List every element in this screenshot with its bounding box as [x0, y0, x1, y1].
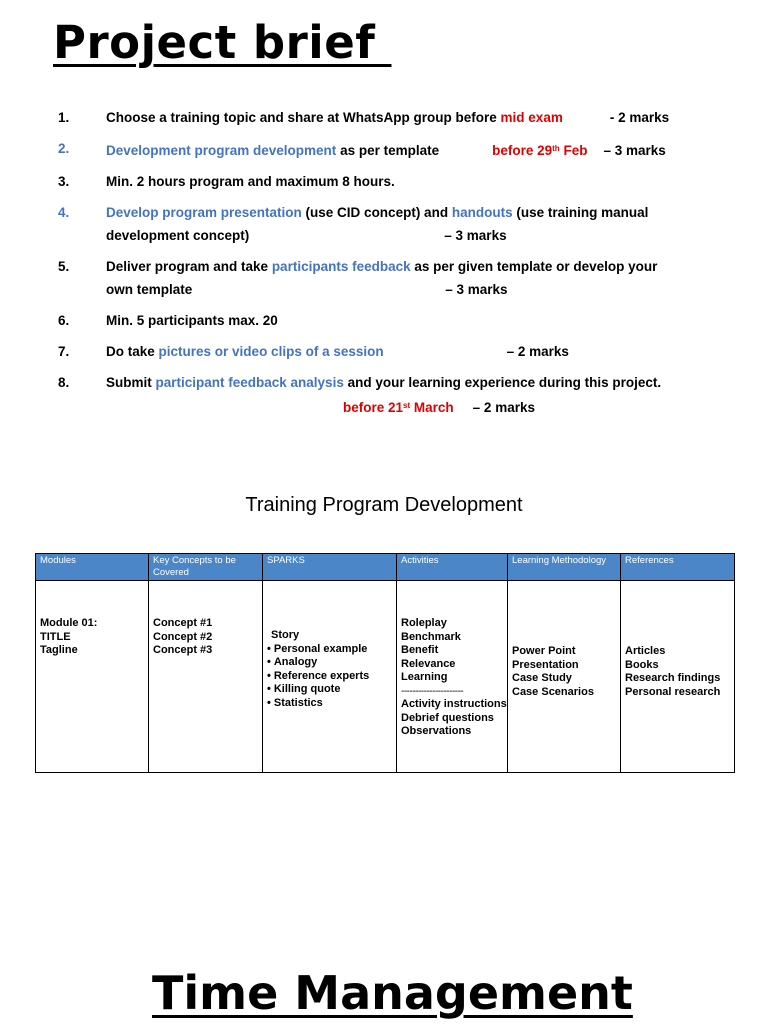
module-tagline: Tagline: [40, 644, 78, 656]
item-marks: - 2 marks: [609, 110, 670, 125]
brief-item-1: [58, 106, 758, 129]
item-text: as per given template or develop your: [410, 259, 658, 274]
activity-item: Observations: [401, 725, 472, 737]
item-highlight: handouts: [451, 205, 513, 220]
sparks-bullet: • Killing quote: [267, 683, 392, 697]
item-deadline: mid exam: [500, 110, 563, 125]
brief-item-2: [58, 137, 758, 162]
sparks-bullet: • Personal example: [267, 643, 392, 657]
item-marks: – 2 marks: [506, 344, 569, 359]
header-references: References: [621, 554, 735, 581]
methodology-item: Case Study: [512, 672, 572, 684]
item-text: (use CID concept) and: [301, 205, 452, 220]
cell-sparks: [263, 581, 397, 773]
sparks-bullet: • Statistics: [267, 697, 392, 711]
item-text: Choose a training topic and share at WhatsApp group before: [106, 110, 501, 125]
sparks-story: Story: [271, 629, 300, 641]
item-text: own template: [106, 282, 193, 297]
reference-item: Research findings: [625, 672, 721, 684]
activity-item: Benefit: [401, 644, 439, 656]
brief-item-8: [58, 371, 758, 419]
item-marks: – 3 marks: [444, 228, 507, 243]
concept-item: Concept #1: [153, 617, 213, 629]
activity-item: Relevance: [401, 657, 456, 670]
item-highlight: Development program development: [106, 143, 337, 158]
item-text: (use training manual: [512, 205, 649, 220]
item-highlight: pictures or video clips of a session: [158, 344, 384, 359]
item-highlight: participants feedback: [271, 259, 411, 274]
methodology-item: Presentation: [512, 658, 579, 671]
reference-item: Books: [625, 658, 659, 671]
item-text: and your learning experience during this project.: [343, 375, 662, 390]
item-text: Deliver program and take: [106, 259, 272, 274]
brief-item-6: [58, 309, 758, 332]
cell-concepts: [149, 581, 263, 773]
item-text: Min. 2 hours program and maximum 8 hours.: [106, 174, 395, 189]
page-title: Project brief: [53, 16, 392, 69]
activity-item: Activity instructions: [401, 698, 507, 710]
item-number: 4.: [58, 205, 70, 220]
item-text: Min. 5 participants max. 20: [106, 313, 278, 328]
item-text: as per template: [336, 143, 440, 158]
cell-references: [621, 581, 735, 773]
activity-item: Roleplay: [401, 617, 447, 629]
cell-activities: [397, 581, 508, 773]
concept-item: Concept #2: [153, 630, 213, 643]
sparks-bullet: • Analogy: [267, 656, 392, 670]
item-number: 7.: [58, 344, 70, 359]
training-program-table: [35, 553, 735, 773]
activity-divider: ----------------------: [401, 685, 464, 697]
cell-methodology: [508, 581, 621, 773]
item-number: 3.: [58, 174, 70, 189]
header-sparks: SPARKS: [263, 554, 397, 581]
header-key-concepts: Key Concepts to be Covered: [149, 554, 263, 581]
activity-item: Debrief questions: [401, 711, 494, 724]
activity-item: Learning: [401, 671, 448, 683]
next-section-title: Time Management: [152, 966, 633, 1020]
item-deadline: before 29th Feb: [492, 143, 588, 158]
table-header-row: [36, 554, 735, 581]
section-title: Training Program Development: [245, 494, 523, 516]
item-highlight: Develop program presentation: [106, 205, 302, 220]
item-number: 2.: [58, 141, 70, 156]
item-highlight: participant feedback analysis: [155, 375, 344, 390]
header-activities: Activities: [397, 554, 508, 581]
item-number: 5.: [58, 259, 70, 274]
sparks-bullet: • Reference experts: [267, 670, 392, 684]
module-label: Module 01:: [40, 617, 98, 629]
module-title: TITLE: [40, 630, 71, 643]
item-text: Submit: [106, 375, 156, 390]
item-number: 1.: [58, 110, 70, 125]
activity-item: Benchmark: [401, 630, 461, 643]
concept-item: Concept #3: [153, 644, 213, 656]
item-marks: – 3 marks: [603, 143, 666, 158]
cell-modules: [36, 581, 149, 773]
brief-item-5: [58, 255, 758, 301]
item-number: 8.: [58, 375, 70, 390]
item-marks: – 2 marks: [472, 400, 535, 415]
header-modules: Modules: [36, 554, 149, 581]
table-row: [36, 581, 735, 773]
item-text: development concept): [106, 228, 250, 243]
reference-item: Personal research: [625, 685, 721, 698]
brief-item-3: [58, 170, 758, 193]
methodology-item: Case Scenarios: [512, 685, 594, 698]
item-marks: – 3 marks: [445, 282, 508, 297]
project-brief-list: [58, 106, 758, 427]
item-deadline: before 21st March: [343, 400, 454, 415]
header-learning-methodology: Learning Methodology: [508, 554, 621, 581]
reference-item: Articles: [625, 645, 666, 657]
item-text: Do take: [106, 344, 159, 359]
brief-item-7: [58, 340, 758, 363]
methodology-item: Power Point: [512, 645, 576, 657]
brief-item-4: [58, 201, 758, 247]
item-number: 6.: [58, 313, 70, 328]
